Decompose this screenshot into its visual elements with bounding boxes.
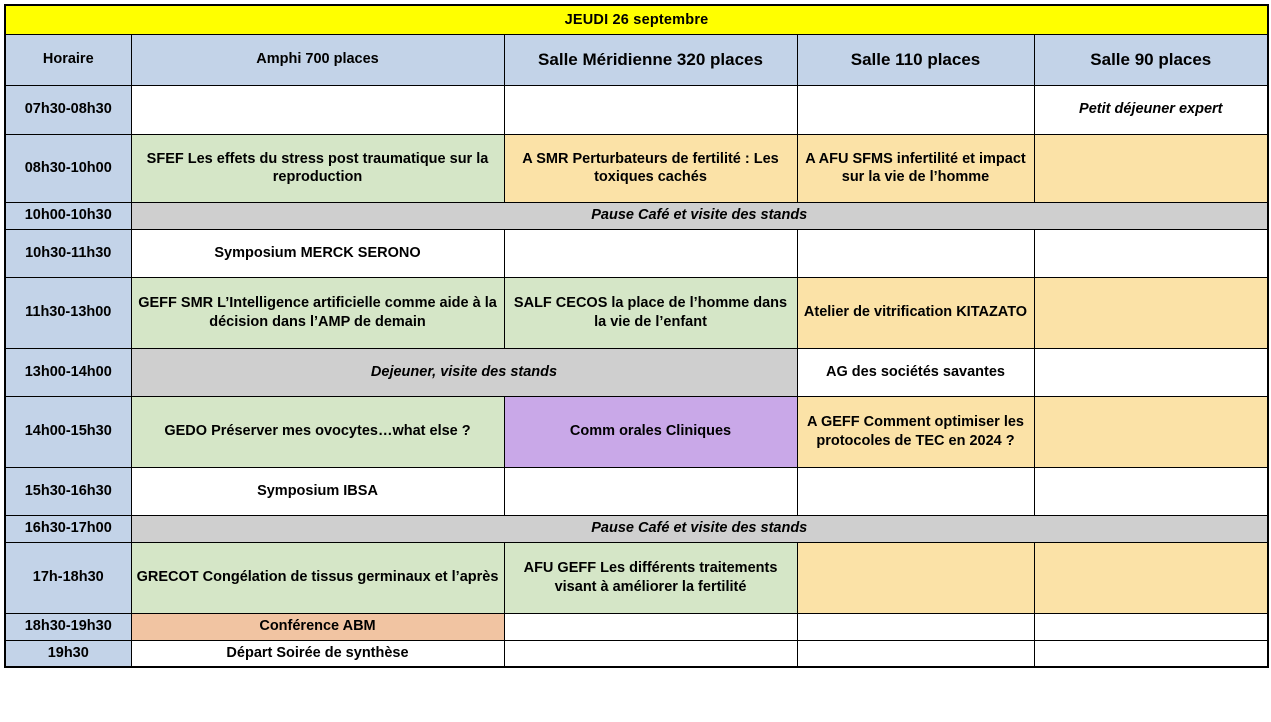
time-label: 11h30-13h00 [5,277,131,348]
table-row [5,134,1268,202]
break-label: Pause Café et visite des stands [131,515,1268,542]
table-row [5,396,1268,467]
session-cell [131,85,504,134]
time-label: 19h30 [5,640,131,667]
session-cell-salf-cecos: SALF CECOS la place de l’homme dans la vie de l’enfant [504,277,797,348]
session-cell-conference-abm: Conférence ABM [131,613,504,640]
session-cell [504,229,797,277]
time-label: 18h30-19h30 [5,613,131,640]
time-label: 10h30-11h30 [5,229,131,277]
time-label: 07h30-08h30 [5,85,131,134]
time-label: 16h30-17h00 [5,515,131,542]
session-cell [797,640,1034,667]
column-header-horaire: Horaire [5,34,131,85]
session-cell [797,229,1034,277]
session-cell-depart-soiree: Départ Soirée de synthèse [131,640,504,667]
session-cell [797,467,1034,515]
session-cell [1034,134,1268,202]
session-cell [1034,542,1268,613]
day-title: JEUDI 26 septembre [5,5,1268,34]
session-cell-sfef: SFEF Les effets du stress post traumatique sur la reproduction [131,134,504,202]
session-cell-comm-orales: Comm orales Cliniques [504,396,797,467]
time-label: 14h00-15h30 [5,396,131,467]
column-header-salle90: Salle 90 places [1034,34,1268,85]
session-cell [504,613,797,640]
session-cell-ag-societes: AG des sociétés savantes [797,348,1034,396]
session-cell [1034,229,1268,277]
time-label: 17h-18h30 [5,542,131,613]
table-row [5,85,1268,134]
session-cell-smr: A SMR Perturbateurs de fertilité : Les toxiques cachés [504,134,797,202]
table-row [5,348,1268,396]
session-cell [1034,396,1268,467]
table-row [5,277,1268,348]
session-cell [797,613,1034,640]
header-row [5,34,1268,85]
table-row [5,542,1268,613]
table-row [5,613,1268,640]
session-cell [504,640,797,667]
session-cell [504,85,797,134]
session-cell-symposium-ibsa: Symposium IBSA [131,467,504,515]
session-cell [1034,640,1268,667]
schedule-table [4,4,1269,668]
table-row [5,515,1268,542]
session-cell-afu-geff: AFU GEFF Les différents traitements visant à améliorer la fertilité [504,542,797,613]
table-row [5,640,1268,667]
session-cell-atelier-vitrification: Atelier de vitrification KITAZATO [797,277,1034,348]
column-header-meridienne: Salle Méridienne 320 places [504,34,797,85]
session-cell-symposium-merck: Symposium MERCK SERONO [131,229,504,277]
session-cell [797,85,1034,134]
session-cell [504,467,797,515]
table-row [5,229,1268,277]
session-cell-gedo: GEDO Préserver mes ovocytes…what else ? [131,396,504,467]
session-cell [1034,348,1268,396]
session-cell [1034,467,1268,515]
break-label: Pause Café et visite des stands [131,202,1268,229]
session-cell [1034,613,1268,640]
session-cell-petit-dejeuner: Petit déjeuner expert [1034,85,1268,134]
time-label: 15h30-16h30 [5,467,131,515]
session-cell-afu-sfms: A AFU SFMS infertilité et impact sur la vie de l’homme [797,134,1034,202]
column-header-amphi: Amphi 700 places [131,34,504,85]
time-label: 13h00-14h00 [5,348,131,396]
title-row [5,5,1268,34]
time-label: 10h00-10h30 [5,202,131,229]
time-label: 08h30-10h00 [5,134,131,202]
session-cell [1034,277,1268,348]
session-cell [797,542,1034,613]
session-cell-grecot: GRECOT Congélation de tissus germinaux et l’après [131,542,504,613]
table-row [5,467,1268,515]
column-header-salle110: Salle 110 places [797,34,1034,85]
break-label-dejeuner: Dejeuner, visite des stands [131,348,797,396]
session-cell-geff-smr: GEFF SMR L’Intelligence artificielle comme aide à la décision dans l’AMP de demain [131,277,504,348]
session-cell-a-geff: A GEFF Comment optimiser les protocoles de TEC en 2024 ? [797,396,1034,467]
table-row [5,202,1268,229]
